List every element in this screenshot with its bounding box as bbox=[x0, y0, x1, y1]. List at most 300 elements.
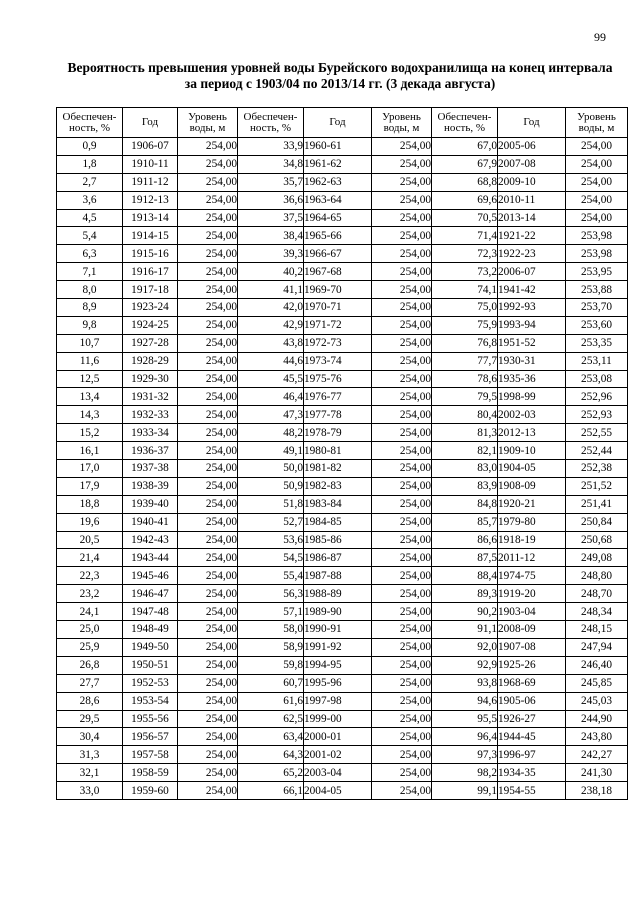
year-cell: 1922-23 bbox=[498, 245, 566, 263]
column-header bbox=[178, 108, 238, 138]
level-cell: 254,00 bbox=[178, 424, 238, 442]
level-cell: 254,00 bbox=[372, 549, 432, 567]
level-cell: 252,93 bbox=[566, 406, 628, 424]
year-cell: 1926-27 bbox=[498, 710, 566, 728]
column-header-line: Обеспечен- bbox=[62, 110, 117, 123]
probability-cell: 27,7 bbox=[57, 674, 123, 692]
table-row bbox=[57, 495, 628, 513]
column-header bbox=[57, 108, 123, 138]
level-cell: 254,00 bbox=[372, 138, 432, 156]
year-cell: 1994-95 bbox=[304, 656, 372, 674]
probability-cell: 92,9 bbox=[432, 656, 498, 674]
probability-cell: 29,5 bbox=[57, 710, 123, 728]
year-cell: 1963-64 bbox=[304, 191, 372, 209]
probability-cell: 59,8 bbox=[238, 656, 304, 674]
level-cell: 254,00 bbox=[372, 388, 432, 406]
year-cell: 1909-10 bbox=[498, 442, 566, 460]
column-header-line: Обеспечен- bbox=[243, 110, 298, 123]
level-cell: 254,00 bbox=[372, 173, 432, 191]
year-cell: 1906-07 bbox=[123, 138, 178, 156]
column-header-line: воды, м bbox=[383, 121, 420, 134]
year-cell: 2006-07 bbox=[498, 263, 566, 281]
probability-cell: 9,8 bbox=[57, 316, 123, 334]
level-cell: 254,00 bbox=[566, 138, 628, 156]
year-cell: 1976-77 bbox=[304, 388, 372, 406]
year-cell: 1908-09 bbox=[498, 477, 566, 495]
probability-cell: 72,3 bbox=[432, 245, 498, 263]
year-cell: 1953-54 bbox=[123, 692, 178, 710]
probability-cell: 41,1 bbox=[238, 281, 304, 299]
year-cell: 1942-43 bbox=[123, 531, 178, 549]
table-row bbox=[57, 638, 628, 656]
year-cell: 2007-08 bbox=[498, 155, 566, 173]
table-row bbox=[57, 245, 628, 263]
probability-cell: 71,4 bbox=[432, 227, 498, 245]
year-cell: 2011-12 bbox=[498, 549, 566, 567]
probability-cell: 47,3 bbox=[238, 406, 304, 424]
table-row bbox=[57, 728, 628, 746]
level-cell: 254,00 bbox=[372, 674, 432, 692]
level-cell: 254,00 bbox=[372, 227, 432, 245]
probability-cell: 5,4 bbox=[57, 227, 123, 245]
probability-cell: 40,2 bbox=[238, 263, 304, 281]
column-header bbox=[304, 108, 372, 138]
table-row bbox=[57, 424, 628, 442]
year-cell: 1941-42 bbox=[498, 281, 566, 299]
probability-cell: 99,1 bbox=[432, 782, 498, 800]
year-cell: 1927-28 bbox=[123, 334, 178, 352]
column-header-line: ность, % bbox=[443, 121, 486, 134]
year-cell: 1924-25 bbox=[123, 316, 178, 334]
year-cell: 1946-47 bbox=[123, 585, 178, 603]
probability-cell: 20,5 bbox=[57, 531, 123, 549]
probability-cell: 61,6 bbox=[238, 692, 304, 710]
year-cell: 1977-78 bbox=[304, 406, 372, 424]
probability-cell: 54,5 bbox=[238, 549, 304, 567]
title-line-2: за период с 1903/04 по 2013/14 гг. (3 декада августа) bbox=[184, 76, 496, 91]
level-cell: 254,00 bbox=[178, 155, 238, 173]
level-cell: 253,60 bbox=[566, 316, 628, 334]
level-cell: 254,00 bbox=[178, 334, 238, 352]
year-cell: 1937-38 bbox=[123, 460, 178, 478]
year-cell: 1904-05 bbox=[498, 460, 566, 478]
year-cell: 1956-57 bbox=[123, 728, 178, 746]
probability-cell: 48,2 bbox=[238, 424, 304, 442]
year-cell: 1920-21 bbox=[498, 495, 566, 513]
table-row bbox=[57, 674, 628, 692]
level-cell: 254,00 bbox=[178, 728, 238, 746]
level-cell: 254,00 bbox=[372, 334, 432, 352]
level-cell: 254,00 bbox=[178, 191, 238, 209]
year-cell: 1905-06 bbox=[498, 692, 566, 710]
level-cell: 254,00 bbox=[372, 513, 432, 531]
year-cell: 1998-99 bbox=[498, 388, 566, 406]
level-cell: 254,00 bbox=[178, 764, 238, 782]
table-row bbox=[57, 746, 628, 764]
year-cell: 1975-76 bbox=[304, 370, 372, 388]
year-cell: 1939-40 bbox=[123, 495, 178, 513]
level-cell: 252,44 bbox=[566, 442, 628, 460]
year-cell: 1980-81 bbox=[304, 442, 372, 460]
table-row bbox=[57, 782, 628, 800]
probability-cell: 4,5 bbox=[57, 209, 123, 227]
probability-cell: 83,0 bbox=[432, 460, 498, 478]
level-cell: 252,96 bbox=[566, 388, 628, 406]
year-cell: 2004-05 bbox=[304, 782, 372, 800]
year-cell: 1986-87 bbox=[304, 549, 372, 567]
probability-cell: 75,9 bbox=[432, 316, 498, 334]
level-cell: 254,00 bbox=[178, 603, 238, 621]
probability-cell: 89,3 bbox=[432, 585, 498, 603]
level-cell: 251,52 bbox=[566, 477, 628, 495]
column-header bbox=[372, 108, 432, 138]
year-cell: 1989-90 bbox=[304, 603, 372, 621]
level-cell: 254,00 bbox=[178, 567, 238, 585]
column-header bbox=[123, 108, 178, 138]
probability-cell: 78,6 bbox=[432, 370, 498, 388]
probability-cell: 62,5 bbox=[238, 710, 304, 728]
year-cell: 1955-56 bbox=[123, 710, 178, 728]
level-cell: 254,00 bbox=[372, 585, 432, 603]
table-header-row bbox=[57, 108, 628, 138]
probability-cell: 63,4 bbox=[238, 728, 304, 746]
year-cell: 1983-84 bbox=[304, 495, 372, 513]
probability-cell: 58,9 bbox=[238, 638, 304, 656]
year-cell: 1954-55 bbox=[498, 782, 566, 800]
year-cell: 1961-62 bbox=[304, 155, 372, 173]
probability-cell: 2,7 bbox=[57, 173, 123, 191]
table-row bbox=[57, 477, 628, 495]
probability-cell: 28,6 bbox=[57, 692, 123, 710]
level-cell: 254,00 bbox=[566, 191, 628, 209]
level-cell: 254,00 bbox=[372, 352, 432, 370]
table-row bbox=[57, 531, 628, 549]
probability-cell: 24,1 bbox=[57, 603, 123, 621]
probability-cell: 46,4 bbox=[238, 388, 304, 406]
level-cell: 254,00 bbox=[372, 370, 432, 388]
level-cell: 242,27 bbox=[566, 746, 628, 764]
probability-cell: 95,5 bbox=[432, 710, 498, 728]
level-cell: 253,88 bbox=[566, 281, 628, 299]
year-cell: 1966-67 bbox=[304, 245, 372, 263]
probability-cell: 17,0 bbox=[57, 460, 123, 478]
probability-cell: 88,4 bbox=[432, 567, 498, 585]
column-header-line: ность, % bbox=[249, 121, 292, 134]
probability-cell: 17,9 bbox=[57, 477, 123, 495]
level-cell: 250,68 bbox=[566, 531, 628, 549]
probability-cell: 50,0 bbox=[238, 460, 304, 478]
level-cell: 254,00 bbox=[178, 549, 238, 567]
level-cell: 254,00 bbox=[372, 155, 432, 173]
level-cell: 254,00 bbox=[178, 352, 238, 370]
level-cell: 254,00 bbox=[178, 710, 238, 728]
probability-cell: 37,5 bbox=[238, 209, 304, 227]
table-row bbox=[57, 334, 628, 352]
table-row bbox=[57, 656, 628, 674]
column-header-line: воды, м bbox=[578, 121, 615, 134]
probability-cell: 34,8 bbox=[238, 155, 304, 173]
table-row bbox=[57, 227, 628, 245]
year-cell: 1959-60 bbox=[123, 782, 178, 800]
column-header-line: Уровень bbox=[577, 110, 616, 123]
year-cell: 1945-46 bbox=[123, 567, 178, 585]
level-cell: 254,00 bbox=[178, 442, 238, 460]
level-cell: 248,15 bbox=[566, 621, 628, 639]
year-cell: 1992-93 bbox=[498, 299, 566, 317]
probability-cell: 30,4 bbox=[57, 728, 123, 746]
probability-cell: 80,4 bbox=[432, 406, 498, 424]
year-cell: 1950-51 bbox=[123, 656, 178, 674]
column-header-line: воды, м bbox=[189, 121, 226, 134]
level-cell: 252,55 bbox=[566, 424, 628, 442]
year-cell: 1935-36 bbox=[498, 370, 566, 388]
level-cell: 254,00 bbox=[372, 764, 432, 782]
level-cell: 254,00 bbox=[178, 674, 238, 692]
level-cell: 251,41 bbox=[566, 495, 628, 513]
probability-cell: 19,6 bbox=[57, 513, 123, 531]
page-number: 99 bbox=[594, 30, 606, 44]
year-cell: 2000-01 bbox=[304, 728, 372, 746]
level-cell: 253,98 bbox=[566, 245, 628, 263]
probability-cell: 75,0 bbox=[432, 299, 498, 317]
level-cell: 254,00 bbox=[372, 692, 432, 710]
level-cell: 254,00 bbox=[372, 406, 432, 424]
level-cell: 254,00 bbox=[178, 173, 238, 191]
document-title bbox=[60, 60, 620, 92]
probability-cell: 77,7 bbox=[432, 352, 498, 370]
year-cell: 1997-98 bbox=[304, 692, 372, 710]
level-cell: 254,00 bbox=[372, 531, 432, 549]
year-cell: 1948-49 bbox=[123, 621, 178, 639]
table-row bbox=[57, 406, 628, 424]
level-cell: 254,00 bbox=[566, 155, 628, 173]
year-cell: 1968-69 bbox=[498, 674, 566, 692]
level-cell: 248,70 bbox=[566, 585, 628, 603]
year-cell: 1928-29 bbox=[123, 352, 178, 370]
year-cell: 1999-00 bbox=[304, 710, 372, 728]
level-cell: 254,00 bbox=[372, 209, 432, 227]
probability-cell: 8,9 bbox=[57, 299, 123, 317]
level-cell: 249,08 bbox=[566, 549, 628, 567]
column-header-line: Обеспечен- bbox=[437, 110, 492, 123]
level-cell: 254,00 bbox=[178, 746, 238, 764]
column-header-line: Уровень bbox=[382, 110, 421, 123]
probability-cell: 6,3 bbox=[57, 245, 123, 263]
level-cell: 247,94 bbox=[566, 638, 628, 656]
level-cell: 253,70 bbox=[566, 299, 628, 317]
level-cell: 254,00 bbox=[372, 621, 432, 639]
table-row bbox=[57, 155, 628, 173]
probability-cell: 38,4 bbox=[238, 227, 304, 245]
year-cell: 2008-09 bbox=[498, 621, 566, 639]
table-row bbox=[57, 567, 628, 585]
level-cell: 253,98 bbox=[566, 227, 628, 245]
probability-cell: 51,8 bbox=[238, 495, 304, 513]
probability-cell: 26,8 bbox=[57, 656, 123, 674]
level-cell: 245,03 bbox=[566, 692, 628, 710]
level-cell: 254,00 bbox=[178, 245, 238, 263]
table-row bbox=[57, 549, 628, 567]
year-cell: 1964-65 bbox=[304, 209, 372, 227]
year-cell: 1940-41 bbox=[123, 513, 178, 531]
level-cell: 254,00 bbox=[372, 263, 432, 281]
probability-cell: 86,6 bbox=[432, 531, 498, 549]
year-cell: 1960-61 bbox=[304, 138, 372, 156]
probability-cell: 65,2 bbox=[238, 764, 304, 782]
level-cell: 254,00 bbox=[372, 424, 432, 442]
level-cell: 254,00 bbox=[372, 281, 432, 299]
year-cell: 2001-02 bbox=[304, 746, 372, 764]
probability-cell: 36,6 bbox=[238, 191, 304, 209]
probability-cell: 35,7 bbox=[238, 173, 304, 191]
year-cell: 1969-70 bbox=[304, 281, 372, 299]
year-cell: 1985-86 bbox=[304, 531, 372, 549]
probability-cell: 7,1 bbox=[57, 263, 123, 281]
probability-cell: 8,0 bbox=[57, 281, 123, 299]
year-cell: 2002-03 bbox=[498, 406, 566, 424]
probability-cell: 55,4 bbox=[238, 567, 304, 585]
table-row bbox=[57, 388, 628, 406]
probability-cell: 81,3 bbox=[432, 424, 498, 442]
level-cell: 254,00 bbox=[178, 209, 238, 227]
year-cell: 1929-30 bbox=[123, 370, 178, 388]
year-cell: 1903-04 bbox=[498, 603, 566, 621]
probability-cell: 53,6 bbox=[238, 531, 304, 549]
probability-cell: 73,2 bbox=[432, 263, 498, 281]
year-cell: 1923-24 bbox=[123, 299, 178, 317]
year-cell: 1973-74 bbox=[304, 352, 372, 370]
probability-cell: 18,8 bbox=[57, 495, 123, 513]
column-header-line: ность, % bbox=[68, 121, 111, 134]
level-cell: 250,84 bbox=[566, 513, 628, 531]
level-cell: 252,38 bbox=[566, 460, 628, 478]
probability-cell: 84,8 bbox=[432, 495, 498, 513]
table-row bbox=[57, 692, 628, 710]
year-cell: 1932-33 bbox=[123, 406, 178, 424]
table-row bbox=[57, 352, 628, 370]
table-row bbox=[57, 173, 628, 191]
probability-cell: 93,8 bbox=[432, 674, 498, 692]
probability-cell: 92,0 bbox=[432, 638, 498, 656]
probability-cell: 49,1 bbox=[238, 442, 304, 460]
year-cell: 1918-19 bbox=[498, 531, 566, 549]
level-cell: 253,08 bbox=[566, 370, 628, 388]
level-cell: 254,00 bbox=[178, 460, 238, 478]
table-row bbox=[57, 191, 628, 209]
year-cell: 1987-88 bbox=[304, 567, 372, 585]
probability-cell: 67,0 bbox=[432, 138, 498, 156]
level-cell: 254,00 bbox=[178, 585, 238, 603]
level-cell: 254,00 bbox=[178, 388, 238, 406]
year-cell: 1910-11 bbox=[123, 155, 178, 173]
level-cell: 246,40 bbox=[566, 656, 628, 674]
level-cell: 254,00 bbox=[178, 281, 238, 299]
column-header-line: Год bbox=[523, 116, 540, 128]
level-cell: 254,00 bbox=[372, 782, 432, 800]
level-cell: 243,80 bbox=[566, 728, 628, 746]
probability-cell: 83,9 bbox=[432, 477, 498, 495]
probability-cell: 12,5 bbox=[57, 370, 123, 388]
probability-cell: 50,9 bbox=[238, 477, 304, 495]
probability-cell: 60,7 bbox=[238, 674, 304, 692]
probability-table bbox=[56, 107, 628, 800]
level-cell: 254,00 bbox=[372, 567, 432, 585]
year-cell: 1988-89 bbox=[304, 585, 372, 603]
level-cell: 241,30 bbox=[566, 764, 628, 782]
level-cell: 254,00 bbox=[372, 656, 432, 674]
level-cell: 254,00 bbox=[178, 477, 238, 495]
year-cell: 1972-73 bbox=[304, 334, 372, 352]
table-row bbox=[57, 603, 628, 621]
year-cell: 1996-97 bbox=[498, 746, 566, 764]
year-cell: 2013-14 bbox=[498, 209, 566, 227]
year-cell: 1934-35 bbox=[498, 764, 566, 782]
table-row bbox=[57, 621, 628, 639]
level-cell: 254,00 bbox=[178, 299, 238, 317]
level-cell: 254,00 bbox=[178, 227, 238, 245]
level-cell: 254,00 bbox=[178, 495, 238, 513]
year-cell: 1970-71 bbox=[304, 299, 372, 317]
probability-cell: 96,4 bbox=[432, 728, 498, 746]
year-cell: 1930-31 bbox=[498, 352, 566, 370]
year-cell: 1993-94 bbox=[498, 316, 566, 334]
level-cell: 254,00 bbox=[372, 710, 432, 728]
probability-cell: 31,3 bbox=[57, 746, 123, 764]
probability-cell: 57,1 bbox=[238, 603, 304, 621]
probability-cell: 90,2 bbox=[432, 603, 498, 621]
probability-cell: 33,9 bbox=[238, 138, 304, 156]
year-cell: 1974-75 bbox=[498, 567, 566, 585]
year-cell: 1912-13 bbox=[123, 191, 178, 209]
probability-cell: 67,9 bbox=[432, 155, 498, 173]
table-row bbox=[57, 209, 628, 227]
year-cell: 1925-26 bbox=[498, 656, 566, 674]
probability-cell: 74,1 bbox=[432, 281, 498, 299]
year-cell: 1919-20 bbox=[498, 585, 566, 603]
column-header-line: Год bbox=[329, 116, 346, 128]
year-cell: 2012-13 bbox=[498, 424, 566, 442]
level-cell: 253,35 bbox=[566, 334, 628, 352]
year-cell: 1995-96 bbox=[304, 674, 372, 692]
probability-cell: 94,6 bbox=[432, 692, 498, 710]
year-cell: 1931-32 bbox=[123, 388, 178, 406]
year-cell: 1933-34 bbox=[123, 424, 178, 442]
probability-cell: 64,3 bbox=[238, 746, 304, 764]
level-cell: 248,80 bbox=[566, 567, 628, 585]
level-cell: 254,00 bbox=[372, 495, 432, 513]
probability-cell: 32,1 bbox=[57, 764, 123, 782]
table-row bbox=[57, 299, 628, 317]
level-cell: 238,18 bbox=[566, 782, 628, 800]
probability-cell: 91,1 bbox=[432, 621, 498, 639]
year-cell: 1962-63 bbox=[304, 173, 372, 191]
probability-cell: 56,3 bbox=[238, 585, 304, 603]
year-cell: 2003-04 bbox=[304, 764, 372, 782]
year-cell: 1978-79 bbox=[304, 424, 372, 442]
level-cell: 254,00 bbox=[178, 531, 238, 549]
probability-cell: 52,7 bbox=[238, 513, 304, 531]
table-row bbox=[57, 138, 628, 156]
table-row bbox=[57, 316, 628, 334]
probability-cell: 70,5 bbox=[432, 209, 498, 227]
year-cell: 1965-66 bbox=[304, 227, 372, 245]
probability-cell: 45,5 bbox=[238, 370, 304, 388]
probability-cell: 33,0 bbox=[57, 782, 123, 800]
probability-cell: 11,6 bbox=[57, 352, 123, 370]
level-cell: 254,00 bbox=[178, 692, 238, 710]
year-cell: 1914-15 bbox=[123, 227, 178, 245]
year-cell: 1981-82 bbox=[304, 460, 372, 478]
